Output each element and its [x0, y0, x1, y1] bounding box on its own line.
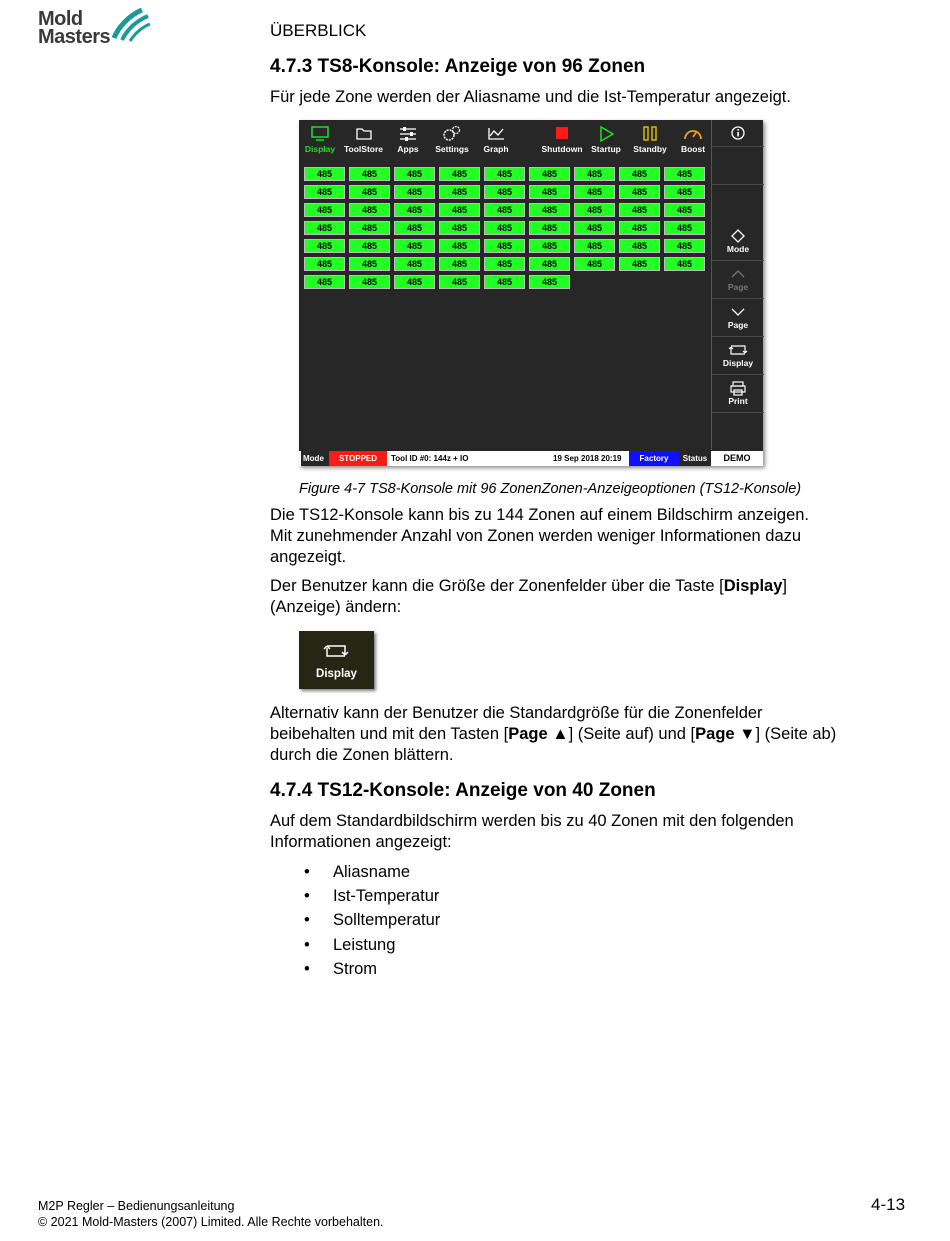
sidebar-page-down: Page [712, 299, 764, 337]
zone-tile: 485 [349, 257, 390, 271]
zone-tile: 485 [574, 185, 615, 199]
zone-tile: 485 [394, 221, 435, 235]
sliders-icon [389, 124, 427, 144]
zone-tile: 485 [529, 203, 570, 217]
section-474-intro-line-2: Informationen angezeigt: [270, 833, 452, 851]
zone-tile: 485 [619, 257, 660, 271]
diamond-icon [712, 228, 764, 244]
chevron-up-icon [712, 266, 764, 282]
paragraph-3-line-1: Alternativ kann der Benutzer die Standardgröße für die Zonenfelder [270, 704, 763, 722]
toolbar-settings: Settings [431, 120, 473, 160]
zone-tile: 485 [574, 203, 615, 217]
zone-tile: 485 [574, 221, 615, 235]
section-474-intro-line-1: Auf dem Standardbildschirm werden bis zu 40 Zonen mit den folgenden [270, 812, 794, 830]
logo-line-1: Mold [38, 8, 83, 30]
sidebar-mode: Mode [712, 223, 764, 261]
paragraph-2-line-1: Der Benutzer kann die Größe der Zonenfelder über die Taste [Display] [270, 577, 787, 595]
intro-paragraph: Für jede Zone werden der Aliasname und die Ist-Temperatur angezeigt. [270, 88, 791, 106]
zone-tile: 485 [394, 185, 435, 199]
zone-tile: 485 [619, 167, 660, 181]
zone-tile: 485 [619, 221, 660, 235]
status-demo: DEMO [723, 453, 751, 463]
console-toolbar [299, 120, 711, 160]
zone-tile: 485 [529, 185, 570, 199]
console-status-bar [299, 451, 763, 466]
list-item: • Solltemperatur [304, 911, 441, 930]
zone-tile: 485 [664, 185, 705, 199]
zone-tile: 485 [304, 239, 345, 253]
status-label: Status [679, 451, 711, 466]
display-button-image [299, 631, 374, 689]
chevron-down-icon [712, 304, 764, 320]
display-button-label: Display [316, 668, 357, 680]
zone-tile: 485 [439, 239, 480, 253]
printer-icon [712, 380, 764, 396]
display-cycle-icon [323, 642, 351, 660]
monitor-icon [301, 124, 339, 144]
sidebar-info [712, 120, 764, 147]
footer-title: M2P Regler – Bedienungsanleitung [38, 1199, 235, 1213]
zone-tile: 485 [664, 167, 705, 181]
paragraph-1-line-2: Mit zunehmender Anzahl von Zonen werden weniger Informationen dazu [270, 527, 802, 545]
zone-tile: 485 [349, 185, 390, 199]
gears-icon [431, 124, 473, 144]
zone-tile: 485 [349, 239, 390, 253]
zone-tile: 485 [439, 185, 480, 199]
zone-tile: 485 [304, 221, 345, 235]
list-item: • Ist-Temperatur [304, 887, 440, 906]
status-tool: Tool ID #0: 144z + IO [391, 454, 469, 463]
paragraph-2-line-2: (Anzeige) ändern: [270, 598, 402, 616]
info-bullet-list [304, 863, 604, 984]
status-mode-label: Mode [301, 451, 331, 466]
info-icon [712, 125, 764, 141]
zone-tile: 485 [664, 257, 705, 271]
zone-tile: 485 [394, 257, 435, 271]
paragraph-3-line-2: beibehalten und mit den Tasten [Page ▲] (Seite auf) und [Page ▼] (Seite ab) [270, 725, 837, 743]
zone-tile: 485 [574, 239, 615, 253]
sidebar-display: Display [712, 337, 764, 375]
toolbar-graph: Graph [477, 120, 515, 160]
heading-4-7-4: 4.7.4 TS12-Konsole: Anzeige von 40 Zonen [270, 780, 656, 801]
zone-tile: 485 [664, 203, 705, 217]
zone-tile: 485 [529, 221, 570, 235]
zone-tile: 485 [304, 203, 345, 217]
zone-tile: 485 [304, 257, 345, 271]
zone-tile: 485 [484, 239, 525, 253]
status-state: STOPPED [329, 451, 387, 466]
toolbar-boost: Boost [675, 120, 711, 160]
zone-tile: 485 [619, 239, 660, 253]
zone-tile: 485 [349, 167, 390, 181]
zone-tile: 485 [529, 167, 570, 181]
zone-tile: 485 [349, 221, 390, 235]
toolbar-startup: Startup [587, 120, 625, 160]
zone-tile: 485 [439, 275, 480, 289]
zone-tile: 485 [484, 257, 525, 271]
zone-tile: 485 [394, 239, 435, 253]
paragraph-1-line-1: Die TS12-Konsole kann bis zu 144 Zonen auf einem Bildschirm anzeigen. [270, 506, 810, 524]
zone-tile: 485 [304, 275, 345, 289]
figure-caption: Figure 4-7 TS8-Konsole mit 96 ZonenZonen-Anzeigeoptionen (TS12-Konsole) [299, 481, 802, 497]
sidebar-blank-1 [712, 147, 764, 185]
zone-tile: 485 [439, 167, 480, 181]
zone-tile: 485 [529, 239, 570, 253]
list-item: • Strom [304, 959, 378, 978]
list-item: • Aliasname [304, 863, 411, 881]
paragraph-1-line-3: angezeigt. [270, 548, 347, 566]
zone-tile: 485 [349, 275, 390, 289]
zone-tile: 485 [664, 239, 705, 253]
toolbar-display: Display [301, 120, 339, 160]
heading-4-7-3: 4.7.3 TS8-Konsole: Anzeige von 96 Zonen [270, 56, 646, 77]
zone-tile: 485 [394, 167, 435, 181]
zone-tile: 485 [484, 203, 525, 217]
zone-tile: 485 [484, 275, 525, 289]
sidebar-blank-2 [712, 185, 764, 222]
zone-tile: 485 [574, 257, 615, 271]
zone-tile: 485 [529, 257, 570, 271]
zone-tile: 485 [304, 167, 345, 181]
logo-swoosh-icon [108, 8, 150, 42]
console-sidebar [711, 120, 764, 450]
play-icon [587, 124, 625, 144]
paragraph-3-line-3: durch die Zonen blättern. [270, 746, 454, 764]
zone-tile: 485 [484, 221, 525, 235]
zone-tile: 485 [574, 167, 615, 181]
graph-icon [477, 124, 515, 144]
section-label: ÜBERBLICK [270, 21, 367, 40]
toolbar-shutdown: Shutdown [539, 120, 585, 160]
zone-tile: 485 [439, 221, 480, 235]
display-cycle-icon [712, 342, 764, 358]
zone-tile: 485 [484, 185, 525, 199]
zone-tile: 485 [619, 185, 660, 199]
status-datetime: 19 Sep 2018 20:19 [553, 454, 622, 463]
zone-tile: 485 [484, 167, 525, 181]
folder-icon [341, 124, 386, 144]
ts8-console-screenshot [299, 120, 763, 466]
toolbar-toolstore: ToolStore [341, 120, 386, 160]
toolbar-standby: Standby [629, 120, 671, 160]
gauge-icon [675, 124, 711, 144]
footer-copyright: © 2021 Mold-Masters (2007) Limited. Alle Rechte vorbehalten. [38, 1215, 384, 1229]
pause-icon [629, 124, 671, 144]
stop-icon [539, 124, 585, 144]
list-item: • Leistung [304, 935, 396, 954]
toolbar-apps: Apps [389, 120, 427, 160]
zone-tile: 485 [439, 203, 480, 217]
zone-tile: 485 [619, 203, 660, 217]
logo-line-2: Masters [38, 26, 111, 48]
zone-tile: 485 [349, 203, 390, 217]
zone-tile: 485 [304, 185, 345, 199]
zone-tile: 485 [394, 203, 435, 217]
sidebar-page-up: Page [712, 261, 764, 299]
page-number: 4-13 [871, 1195, 906, 1214]
zone-tile: 485 [529, 275, 570, 289]
zone-tile: 485 [394, 275, 435, 289]
company-logo [38, 10, 178, 60]
zone-tile: 485 [439, 257, 480, 271]
zone-tile: 485 [664, 221, 705, 235]
status-user: Factory [629, 451, 679, 466]
sidebar-print: Print [712, 375, 764, 413]
